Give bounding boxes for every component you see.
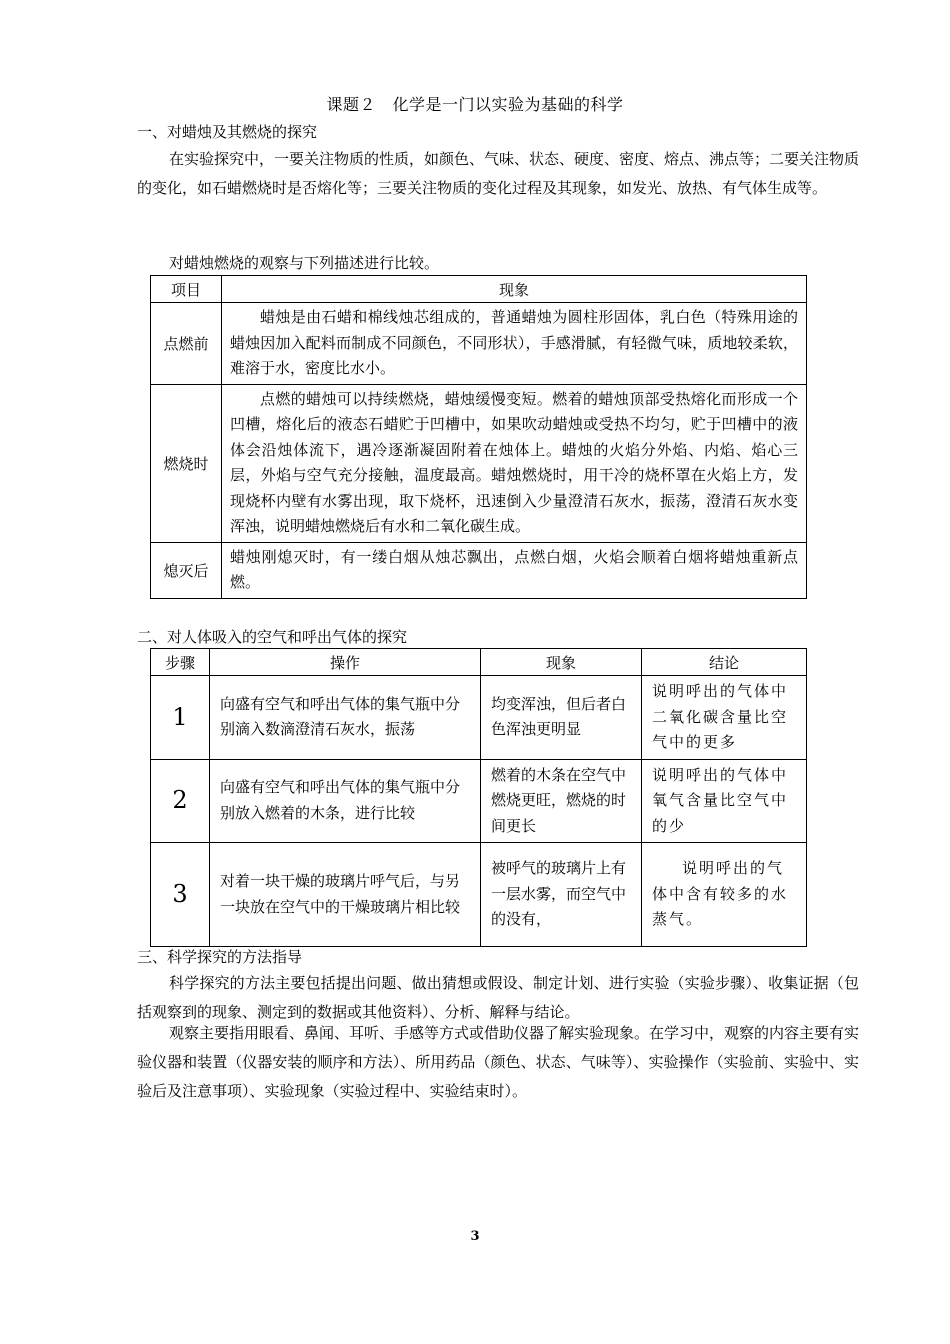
header-operation: 操作: [210, 649, 481, 676]
step-number: 2: [151, 759, 210, 843]
step-number: 3: [151, 843, 210, 947]
header-phenomenon: 现象: [481, 649, 642, 676]
row-item: 熄灭后: [151, 542, 222, 598]
phenomenon-cell: 燃着的木条在空气中燃烧更旺，燃烧的时间更长: [481, 759, 642, 843]
table-row: [151, 303, 807, 385]
table-header-row: [151, 649, 807, 676]
header-phenomenon: 现象: [222, 276, 807, 303]
section3-para1: 科学探究的方法主要包括提出问题、做出猜想或假设、制定计划、进行实验（实验步骤）、收集证据（包括观察到的现象、测定到的数据或其他资料）、分析、解释与结论。: [137, 974, 859, 1021]
breath-table: [150, 648, 807, 947]
section3-para2: 观察主要指用眼看、鼻闻、耳听、手感等方式或借助仪器了解实验现象。在学习中，观察的内容主要有实验仪器和装置（仪器安装的顺序和方法）、所用药品（颜色、状态、气味等）、实验操作（实验前、实验中、实验后及注意事项）、实验现象（实验过程中、实验结束时）。: [137, 1024, 860, 1100]
table-row: [151, 676, 807, 760]
table-row: [151, 384, 807, 542]
table1-caption: 对蜡烛燃烧的观察与下列描述进行比较。: [169, 254, 440, 272]
row-item: 燃烧时: [151, 384, 222, 542]
row-text: 蜡烛刚熄灭时，有一缕白烟从烛芯飘出，点燃白烟，火焰会顺着白烟将蜡烛重新点燃。: [222, 542, 807, 598]
phenomenon-cell: 均变浑浊，但后者白色浑浊更明显: [481, 676, 642, 760]
table-row: [151, 542, 807, 598]
conclusion-cell: 说明呼出的气体中含有较多的水蒸气。: [642, 843, 807, 947]
step-number: 1: [151, 676, 210, 760]
page-title: 课题２ 化学是一门以实验为基础的科学: [326, 95, 624, 114]
operation-cell: 向盛有空气和呼出气体的集气瓶中分别滴入数滴澄清石灰水，振荡: [210, 676, 481, 760]
section1-intro: 在实验探究中，一要关注物质的性质，如颜色、气味、状态、硬度、密度、熔点、沸点等；二要关注物质的变化，如石蜡燃烧时是否熔化等；三要关注物质的变化过程及其现象，如发光、放热、有气体生成等。: [137, 150, 860, 197]
section3-heading: 三、科学探究的方法指导: [137, 948, 303, 966]
operation-cell: 向盛有空气和呼出气体的集气瓶中分别放入燃着的木条，进行比较: [210, 759, 481, 843]
phenomenon-cell: 被呼气的玻璃片上有一层水雾，而空气中的没有，: [481, 843, 642, 947]
candle-table: [150, 275, 807, 599]
header-step: 步骤: [151, 649, 210, 676]
operation-cell: 对着一块干燥的玻璃片呼气后，与另一块放在空气中的干燥玻璃片相比较: [210, 843, 481, 947]
row-item: 点燃前: [151, 303, 222, 385]
table-row: [151, 759, 807, 843]
section2-heading: 二、对人体吸入的空气和呼出气体的探究: [137, 628, 408, 646]
conclusion-cell: 说明呼出的气体中氧气含量比空气中的少: [642, 759, 807, 843]
header-item: 项目: [151, 276, 222, 303]
section1-heading: 一、对蜡烛及其燃烧的探究: [137, 123, 318, 141]
conclusion-cell: 说明呼出的气体中二氧化碳含量比空气中的更多: [642, 676, 807, 760]
row-text: 蜡烛是由石蜡和棉线烛芯组成的，普通蜡烛为圆柱形固体，乳白色（特殊用途的蜡烛因加入配料而制成不同颜色，不同形状），手感滑腻，有轻微气味，质地较柔软，难溶于水，密度比水小。: [222, 303, 807, 385]
page-number: 3: [470, 1229, 480, 1244]
row-text: 点燃的蜡烛可以持续燃烧，蜡烛缓慢变短。燃着的蜡烛顶部受热熔化而形成一个凹槽，熔化后的液态石蜡贮于凹槽中，如果吹动蜡烛或受热不均匀，贮于凹槽中的液体会沿烛体流下，遇冷逐渐凝固附着在烛体上。蜡烛的火焰分外焰、内焰、焰心三层，外焰与空气充分接触，温度最高。蜡烛燃烧时，用干冷的烧杯罩在火焰上方，发现烧杯内壁有水雾出现，取下烧杯，迅速倒入少量澄清石灰水，振荡，澄清石灰水变浑浊，说明蜡烛燃烧后有水和二氧化碳生成。: [222, 384, 807, 542]
header-conclusion: 结论: [642, 649, 807, 676]
table-row: [151, 843, 807, 947]
table-header-row: [151, 276, 807, 303]
